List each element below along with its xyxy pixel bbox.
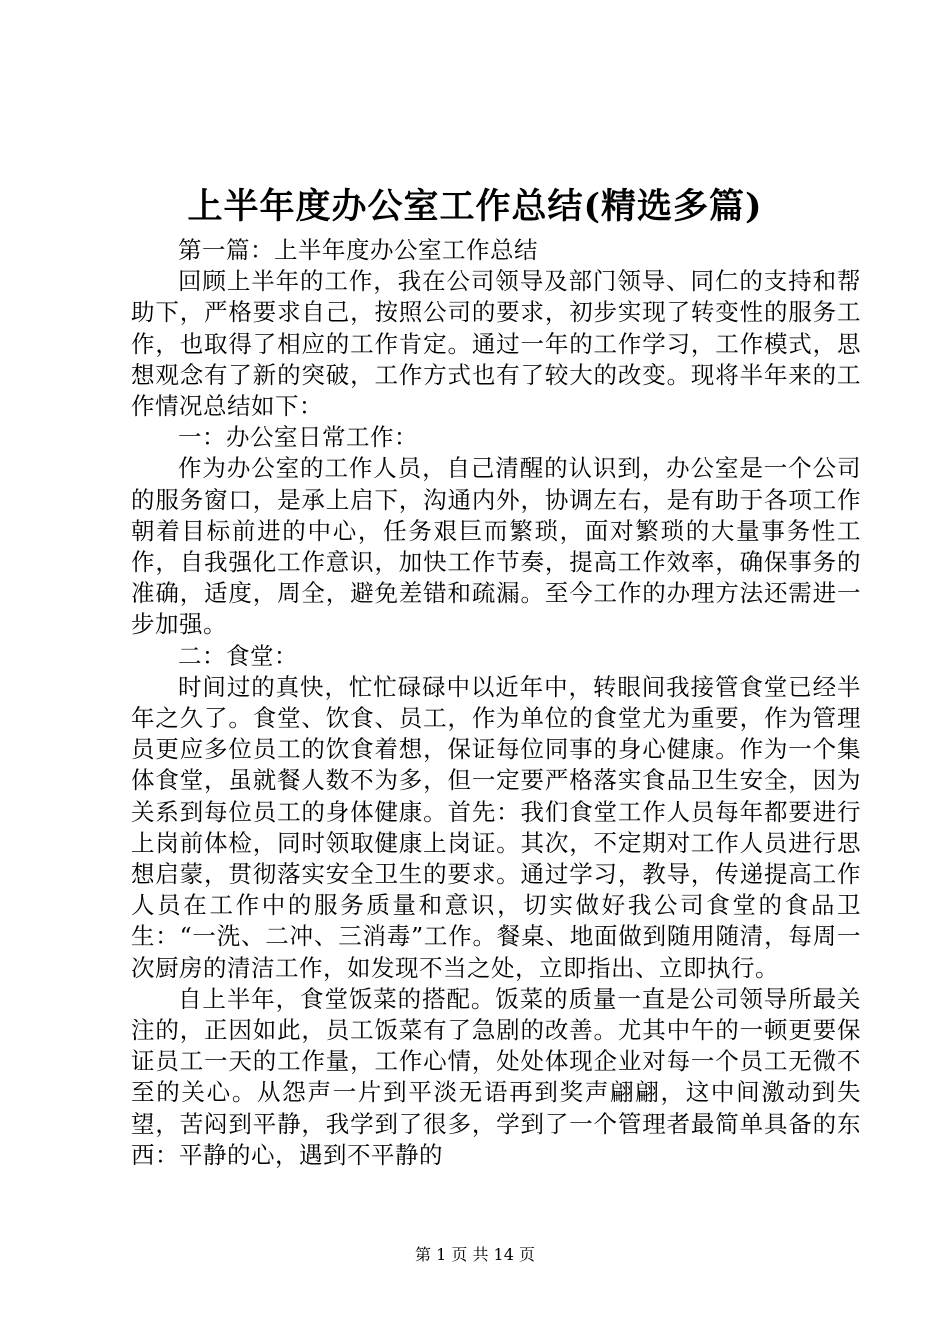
page-number-footer: 第 1 页 共 14 页 (415, 1245, 535, 1264)
paragraph-office-work: 作为办公室的工作人员，自己清醒的认识到，办公室是一个公司的服务窗口，是承上启下，沟通内外，协调左右，是有助于各项工作朝着目标前进的中心，任务艰巨而繁琐，面对繁琐的大量事务性工作，自我强化工作意识，加快工作节奏，提高工作效率，确保事务的准确，适度，周全，避免差错和疏漏。至今工作的办理方法还需进一步加强。 (131, 454, 861, 639)
paragraph-heading-canteen: 二：食堂： (178, 641, 298, 670)
paragraph-intro: 回顾上半年的工作，我在公司领导及部门领导、同仁的支持和帮助下，严格要求自己，按照公司的要求，初步实现了转变性的服务工作，也取得了相应的工作肯定。通过一年的工作学习，工作模式，思想观念有了新的突破，工作方式也有了较大的改变。现将半年来的工作情况总结如下： (131, 267, 861, 421)
paragraph-section-heading: 第一篇：上半年度办公室工作总结 (178, 236, 538, 264)
paragraph-canteen-work: 时间过的真快，忙忙碌碌中以近年中，转眼间我接管食堂已经半年之久了。食堂、饮食、员工，作为单位的食堂尤为重要，作为管理员更应多位员工的饮食着想，保证每位同事的身心健康。作为一个集体食堂，虽就餐人数不为多，但一定要严格落实食品卫生安全，因为关系到每位员工的身体健康。首先：我们食堂工作人员每年都要进行上岗前体检，同时领取健康上岗证。其次，不定期对工作人员进行思想启蒙，贯彻落实安全卫生的要求。通过学习，教导，传递提高工作人员在工作中的服务质量和意识，切实做好我公司食堂的食品卫生：“一洗、二冲、三消毒”工作。餐桌、地面做到随用随清，每周一次厨房的清洁工作，如发现不当之处，立即指出、立即执行。 (131, 672, 861, 982)
paragraph-canteen-meals: 自上半年，食堂饭菜的搭配。饭菜的质量一直是公司领导所最关注的，正因如此，员工饭菜有了急剧的改善。尤其中午的一顿更要保证员工一天的工作量，工作心情，处处体现企业对每一个员工无微不至的关心。从怨声一片到平淡无语再到奖声翩翩，这中间激动到失望，苦闷到平静，我学到了很多，学到了一个管理者最简单具备的东西：平静的心，遇到不平静的 (131, 984, 861, 1169)
document-title: 上半年度办公室工作总结(精选多篇) (187, 186, 763, 227)
paragraph-heading-office: 一：办公室日常工作： (178, 423, 418, 452)
document-body (131, 235, 861, 1171)
